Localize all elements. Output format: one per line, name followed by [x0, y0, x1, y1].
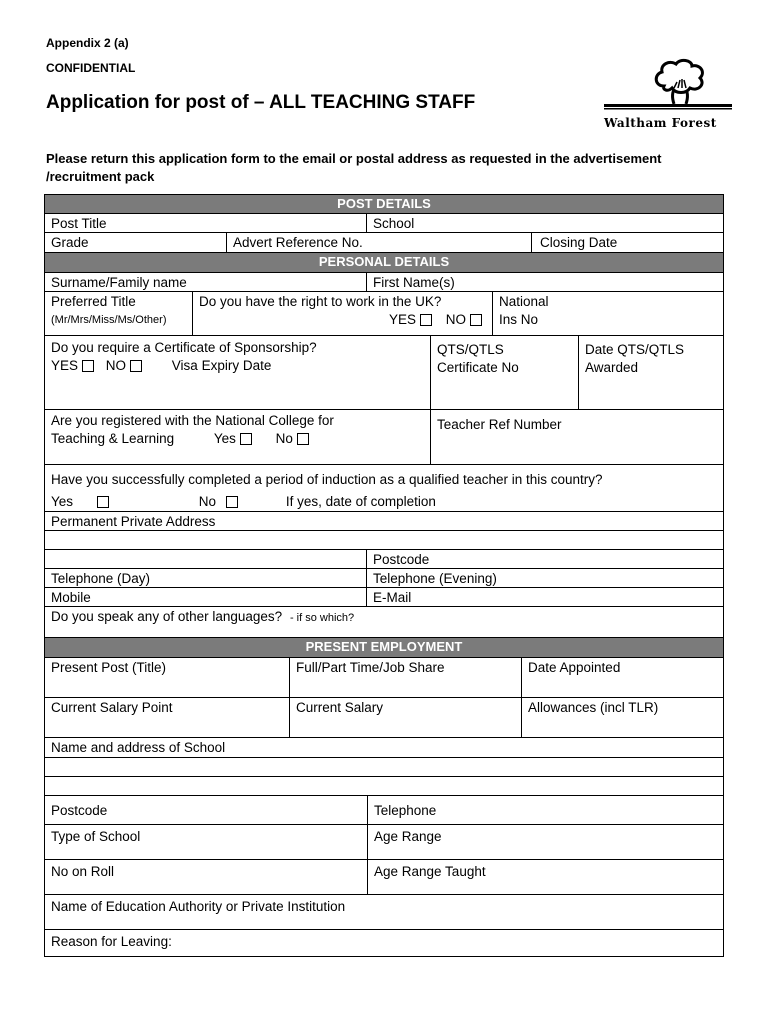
title-row [44, 292, 724, 336]
title-options: (Mr/Mrs/Miss/Ms/Other) [51, 314, 167, 326]
sponsorship-yes-checkbox[interactable] [82, 360, 94, 372]
confidential-label: CONFIDENTIAL [46, 61, 136, 75]
first-names-field[interactable] [366, 273, 723, 291]
present-post-row [44, 658, 724, 698]
sponsorship-yes-label: YES [51, 358, 79, 373]
school-type-row [44, 825, 724, 860]
email-field[interactable] [366, 588, 723, 606]
age-range-field[interactable] [367, 825, 723, 859]
right-to-work-no-label: NO [445, 312, 466, 327]
education-authority-field[interactable] [45, 895, 723, 929]
school-postcode-label: Postcode [51, 803, 108, 818]
appendix-label: Appendix 2 (a) [46, 36, 129, 50]
sponsorship-field [45, 336, 430, 409]
languages-note: - if so which? [289, 612, 355, 624]
ncl-row [44, 410, 724, 465]
ncl-no-label: No [275, 431, 293, 446]
advert-ref-field[interactable] [226, 233, 531, 252]
school-type-label: Type of School [51, 829, 141, 844]
tel-evening-field[interactable] [366, 569, 723, 587]
right-to-work-yes-label: YES [388, 312, 416, 327]
address-line-2[interactable] [44, 531, 724, 550]
ncl-no-checkbox[interactable] [297, 433, 309, 445]
languages-question: Do you speak any of other languages? [51, 609, 283, 624]
waltham-forest-logo [602, 58, 734, 134]
school-telephone-field[interactable] [367, 796, 723, 824]
post-details-heading: POST DETAILS [44, 194, 724, 214]
qts-label-line1: QTS/QTLS [437, 342, 504, 357]
email-label: E-Mail [373, 590, 412, 605]
first-names-label: First Name(s) [373, 275, 455, 290]
date-appointed-label: Date Appointed [528, 660, 621, 675]
education-authority-row [44, 895, 724, 930]
grade-label: Grade [51, 235, 89, 250]
age-range-taught-field[interactable] [367, 860, 723, 894]
sponsorship-no-checkbox[interactable] [130, 360, 142, 372]
name-row [44, 273, 724, 292]
date-appointed-field[interactable] [521, 658, 723, 697]
present-post-label: Present Post (Title) [51, 660, 167, 675]
salary-point-field[interactable] [45, 698, 289, 737]
school-telephone-label: Telephone [374, 803, 437, 818]
age-range-label: Age Range [374, 829, 442, 844]
roll-row [44, 860, 724, 895]
salary-row [44, 698, 724, 738]
mobile-field[interactable] [45, 588, 366, 606]
national-ins-field[interactable] [492, 292, 723, 335]
tel-evening-label: Telephone (Evening) [373, 571, 497, 586]
surname-label: Surname/Family name [51, 275, 187, 290]
ncl-question-line2: Teaching & Learning [51, 431, 175, 446]
national-label: National [499, 294, 549, 309]
address-postcode-row [44, 550, 724, 569]
closing-date-field[interactable] [531, 233, 723, 252]
preferred-title-field[interactable] [45, 292, 192, 335]
tel-day-label: Telephone (Day) [51, 571, 151, 586]
present-employment-heading: PRESENT EMPLOYMENT [44, 638, 724, 658]
sponsorship-row [44, 336, 724, 410]
visa-expiry-label: Visa Expiry Date [171, 358, 272, 373]
surname-field[interactable] [45, 273, 366, 291]
languages-field[interactable] [45, 607, 723, 637]
induction-field [45, 465, 723, 511]
qts-certificate-field[interactable] [430, 336, 578, 409]
school-postcode-row [44, 796, 724, 825]
allowances-field[interactable] [521, 698, 723, 737]
school-type-field[interactable] [45, 825, 367, 859]
teacher-ref-label: Teacher Ref Number [437, 417, 562, 432]
tree-icon [602, 58, 734, 114]
school-address-label: Name and address of School [51, 740, 226, 755]
date-qts-label-line2: Awarded [585, 360, 639, 375]
preferred-title-label: Preferred Title [51, 294, 136, 309]
school-field[interactable] [366, 214, 723, 232]
school-address-line-3[interactable] [44, 777, 724, 796]
qts-label-line2: Certificate No [437, 360, 519, 375]
right-to-work-field [192, 292, 492, 335]
full-part-label: Full/Part Time/Job Share [296, 660, 445, 675]
grade-row [44, 233, 724, 253]
school-address-row [44, 738, 724, 758]
advert-ref-label: Advert Reference No. [233, 235, 363, 250]
induction-yes-label: Yes [51, 494, 74, 509]
school-address-field[interactable] [45, 738, 723, 757]
sponsorship-no-label: NO [105, 358, 127, 373]
induction-no-label: No [198, 494, 217, 509]
intro-text: Please return this application form to the email or postal address as requested in the advertisement /recruitment pack [46, 151, 662, 184]
address-label: Permanent Private Address [51, 514, 216, 529]
mobile-label: Mobile [51, 590, 91, 605]
ncl-yes-label: Yes [213, 431, 236, 446]
grade-field[interactable] [45, 233, 226, 252]
current-salary-label: Current Salary [296, 700, 384, 715]
school-label: School [373, 216, 415, 231]
education-authority-label: Name of Education Authority or Private Institution [51, 899, 346, 914]
languages-row [44, 607, 724, 638]
date-qts-label-line1: Date QTS/QTLS [585, 342, 685, 357]
induction-row [44, 465, 724, 512]
full-part-field[interactable] [289, 658, 521, 697]
post-title-field[interactable] [45, 214, 366, 232]
sponsorship-question: Do you require a Certificate of Sponsorship? [51, 340, 317, 355]
allowances-label: Allowances (incl TLR) [528, 700, 659, 715]
present-post-field[interactable] [45, 658, 289, 697]
right-to-work-question: Do you have the right to work in the UK? [199, 294, 442, 309]
ncl-field [45, 410, 430, 464]
school-postcode-field[interactable] [45, 796, 367, 824]
post-title-label: Post Title [51, 216, 107, 231]
induction-yes-checkbox[interactable] [97, 496, 109, 508]
no-on-roll-field[interactable] [45, 860, 367, 894]
telephone-row [44, 569, 724, 588]
mobile-row [44, 588, 724, 607]
postcode-label: Postcode [373, 552, 430, 567]
post-title-row [44, 214, 724, 233]
current-salary-field[interactable] [289, 698, 521, 737]
teacher-ref-field[interactable] [430, 410, 723, 464]
personal-details-heading: PERSONAL DETAILS [44, 253, 724, 273]
salary-point-label: Current Salary Point [51, 700, 173, 715]
address-row [44, 512, 724, 531]
reason-leaving-row [44, 930, 724, 957]
page-title: Application for post of – ALL TEACHING STAFF [46, 92, 476, 113]
ncl-question-line1: Are you registered with the National College for [51, 413, 334, 428]
address-field[interactable] [45, 512, 723, 530]
no-on-roll-label: No on Roll [51, 864, 115, 879]
postcode-field[interactable] [366, 550, 723, 568]
school-address-line-2[interactable] [44, 758, 724, 777]
completion-date-label: If yes, date of completion [285, 494, 436, 509]
ins-no-label: Ins No [499, 312, 539, 327]
address-line-3[interactable] [45, 550, 366, 568]
tel-day-field[interactable] [45, 569, 366, 587]
reason-leaving-label: Reason for Leaving: [51, 934, 172, 949]
ncl-yes-checkbox[interactable] [240, 433, 252, 445]
age-range-taught-label: Age Range Taught [374, 864, 486, 879]
induction-no-checkbox[interactable] [226, 496, 238, 508]
right-to-work-yes-checkbox[interactable] [420, 314, 432, 326]
application-form [44, 194, 724, 957]
reason-leaving-field[interactable] [45, 930, 723, 956]
induction-question: Have you successfully completed a period of induction as a qualified teacher in this country? [51, 472, 603, 487]
qts-awarded-field[interactable] [578, 336, 723, 409]
closing-date-label: Closing Date [540, 235, 618, 250]
right-to-work-no-checkbox[interactable] [470, 314, 482, 326]
logo-text: Waltham Forest [604, 116, 717, 130]
